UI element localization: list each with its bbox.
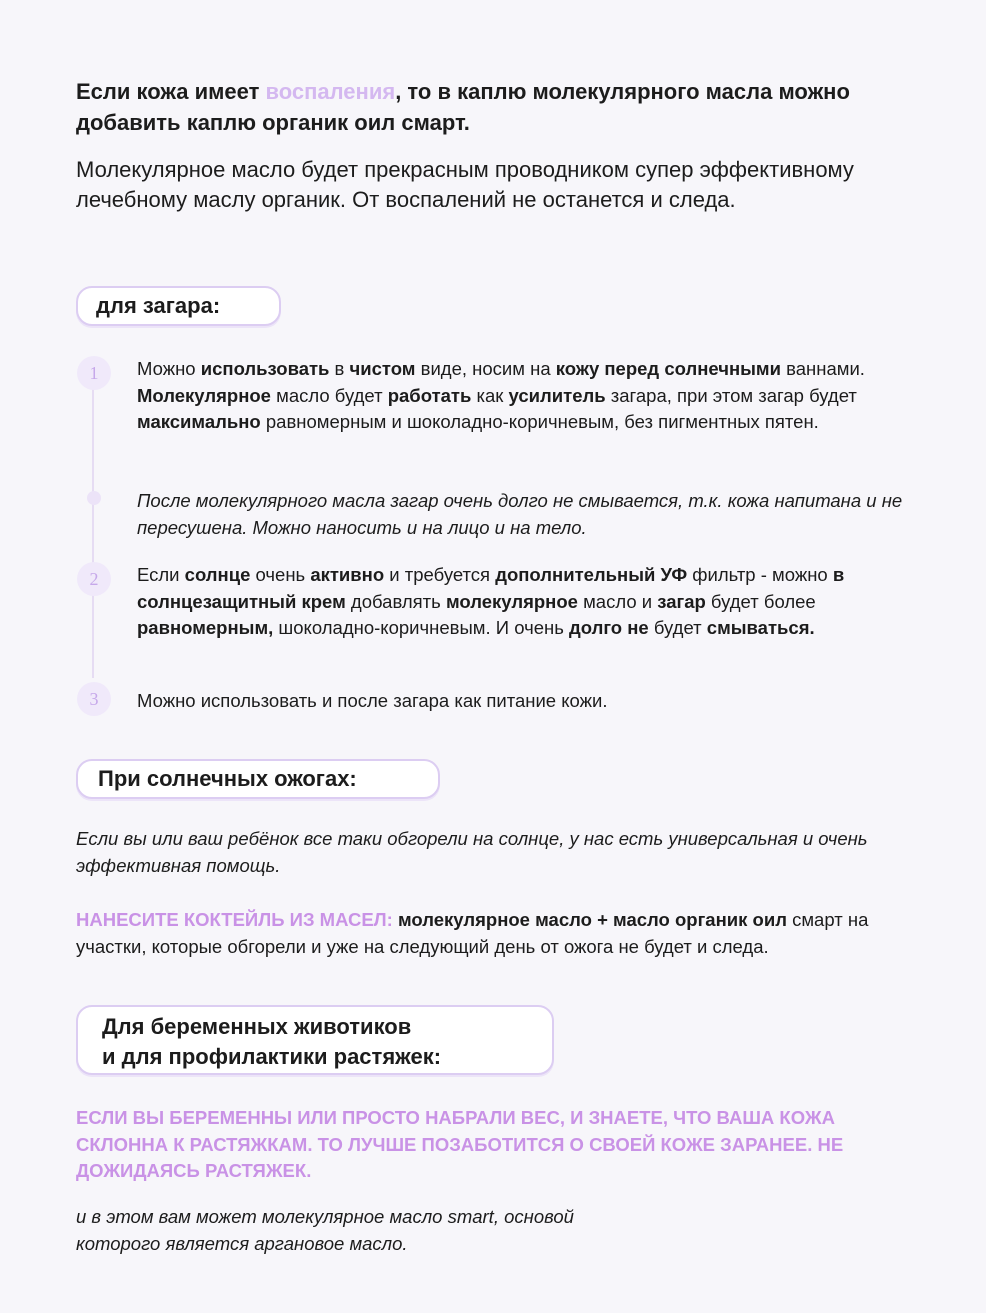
burn-lead-caps: НАНЕСИТЕ КОКТЕЙЛЬ ИЗ МАСЕЛ: xyxy=(76,909,393,930)
intro-paragraph: Молекулярное масло будет прекрасным проводником супер эффективному лечебному маслу органик. От воспалений не останется и следа. xyxy=(76,157,854,212)
step-1-text: Можно использовать в чистом виде, носим на кожу перед солнечными ваннами. Молекулярное масло будет работать как усилитель загара, при этом загар будет максимально равномерным и шоколадно-коричневым, без пигментных пятен. xyxy=(137,358,865,432)
pregnancy-italic-text: и в этом вам может молекулярное масло smart, основой которого является аргановое масло. xyxy=(76,1206,574,1254)
pregnancy-caps-text: ЕСЛИ ВЫ БЕРЕМЕННЫ ИЛИ ПРОСТО НАБРАЛИ ВЕС, И ЗНАЕТЕ, ЧТО ВАША КОЖА СКЛОННА К РАСТЯЖКАМ. ТО ЛУЧШЕ ПОЗАБОТИТСЯ О СВОЕЙ КОЖЕ ЗАРАНЕЕ. НЕ ДОЖИДАЯСЬ РАСТЯЖЕК. xyxy=(76,1107,844,1181)
step-number-2: 2 xyxy=(77,562,111,596)
step-3-text: Можно использовать и после загара как питание кожи. xyxy=(137,690,608,711)
steps-timeline xyxy=(92,378,94,678)
pregnancy-heading-line-2: и для профилактики растяжек: xyxy=(102,1044,442,1069)
note-dot xyxy=(87,491,101,505)
pregnancy-section-heading xyxy=(76,1005,554,1075)
step-number-3: 3 xyxy=(77,682,111,716)
tan-note: После молекулярного масла загар очень долго не смывается, т.к. кожа напитана и не пересушена. Можно наносить и на лицо и на тело. xyxy=(137,490,903,538)
burn-section-heading: При солнечных ожогах: xyxy=(76,759,440,799)
burn-intro: Если вы или ваш ребёнок все таки обгорели на солнце, у нас есть универсальная и очень эффективная помощь. xyxy=(76,828,868,876)
intro-bold-paragraph: Если кожа имеет воспаления, то в каплю молекулярного масла можно добавить каплю органик оил смарт. xyxy=(76,79,850,135)
tan-section-heading: для загара: xyxy=(76,286,281,326)
burn-instructions: НАНЕСИТЕ КОКТЕЙЛЬ ИЗ МАСЕЛ: молекулярное масло + масло органик оил смарт на участки, которые обгорели и уже на следующий день от ожога не будет и следа. xyxy=(76,909,869,957)
pregnancy-heading-line-1: Для беременных животиков xyxy=(102,1014,412,1039)
step-2-text: Если солнце очень активно и требуется дополнительный УФ фильтр - можно в солнцезащитный крем добавлять молекулярное масло и загар будет более равномерным, шоколадно-коричневым. И очень долго не будет смываться. xyxy=(137,564,845,638)
inflammation-highlight: воспаления xyxy=(265,79,396,104)
step-number-1: 1 xyxy=(77,356,111,390)
